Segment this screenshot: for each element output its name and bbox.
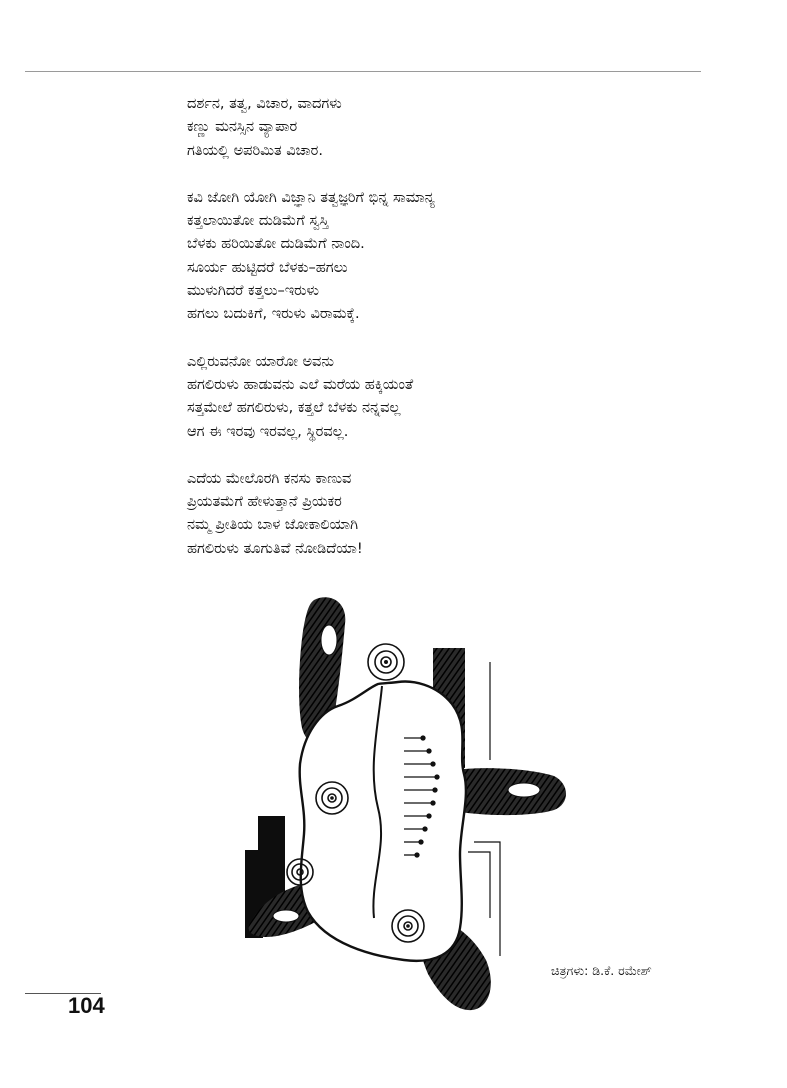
poem-line: ಹಗಲಿರುಳು ಹಾಡುವನು ಎಲೆ ಮರೆಯ ಹಕ್ಕಿಯಂತೆ (187, 376, 414, 393)
poem-line: ಹಗಲು ಬದುಕಿಗೆ, ಇರುಳು ವಿರಾಮಕ್ಕೆ. (187, 306, 360, 323)
poem-line: ಬೆಳಕು ಹರಿಯಿತೋ ದುಡಿಮೆಗೆ ನಾಂದಿ. (187, 236, 365, 253)
stanza-1 (187, 93, 627, 163)
arm-hole (273, 910, 299, 922)
poem-line: ಸೂರ್ಯ ಹುಟ್ಟಿದರೆ ಬೆಳಕು–ಹಗಲು (187, 259, 348, 276)
poem-line: ಮುಳುಗಿದರೆ ಕತ್ತಲು–ಇರುಳು (187, 283, 319, 300)
thin-outline (474, 842, 500, 956)
stanza-3 (187, 351, 627, 444)
poem-line: ಹಗಲಿರುಳು ತೂಗುತಿವೆ ನೋಡಿದೆಯಾ! (187, 540, 363, 557)
poem-line: ಕತ್ತಲಾಯಿತೋ ದುಡಿಮೆಗೆ ಸ್ವಸ್ತಿ (187, 213, 329, 230)
ink-drawing-icon (228, 588, 578, 1018)
arm-hole (321, 625, 337, 655)
poem-line: ದರ್ಶನ, ತತ್ವ, ವಿಚಾರ, ವಾದಗಳು (187, 96, 342, 112)
target-dot (406, 924, 410, 928)
poem-line: ಕವಿ ಜೋಗಿ ಯೋಗಿ ವಿಜ್ಞಾನಿ ತತ್ವಜ್ಞರಿಗೆ ಭಿನ್ನ ಸಾಮಾನ್ಯ (187, 189, 435, 206)
page-number: 104 (68, 993, 105, 1018)
illustration-credit: ಚಿತ್ರಗಳು: ಡಿ.ಕೆ. ರಮೇಶ್ (551, 963, 652, 978)
poem-line: ಗತಿಯಲ್ಲಿ ಅಪರಿಮಿತ ವಿಚಾರ. (187, 142, 323, 159)
target-dot (384, 660, 388, 664)
poem-line: ಪ್ರಿಯತಮೆಗೆ ಹೇಳುತ್ತಾನೆ ಪ್ರಿಯಕರ (187, 494, 342, 511)
white-form (300, 682, 466, 961)
target-dot (330, 796, 334, 800)
poem (187, 93, 627, 585)
stanza-4 (187, 468, 627, 561)
poem-line: ಎಲ್ಲಿರುವನೋ ಯಾರೋ ಅವನು (187, 353, 335, 370)
poem-line: ಕಣ್ಣು ಮನಸ್ಸಿನ ವ್ಯಾಪಾರ (187, 119, 298, 136)
poem-line: ಎದೆಯ ಮೇಲೊರಗಿ ಕನಸು ಕಾಣುವ (187, 470, 352, 487)
stanza-2 (187, 187, 627, 327)
arm-hole (508, 783, 540, 797)
top-rule (25, 71, 701, 72)
thin-outline (468, 852, 490, 918)
poem-line: ಸತ್ತಮೇಲೆ ಹಗಲಿರುಳು, ಕತ್ತಲೆ ಬೆಳಕು ನನ್ನವಲ್ಲ (187, 400, 401, 417)
poem-line: ಆಗ ಈ ಇರವು ಇರವಲ್ಲ, ಸ್ಥಿರವಲ್ಲ. (187, 423, 349, 440)
poem-line: ನಮ್ಮ ಪ್ರೀತಿಯ ಬಾಳ ಜೋಕಾಲಿಯಾಗಿ (187, 517, 359, 534)
illustration-svg (228, 588, 578, 1018)
